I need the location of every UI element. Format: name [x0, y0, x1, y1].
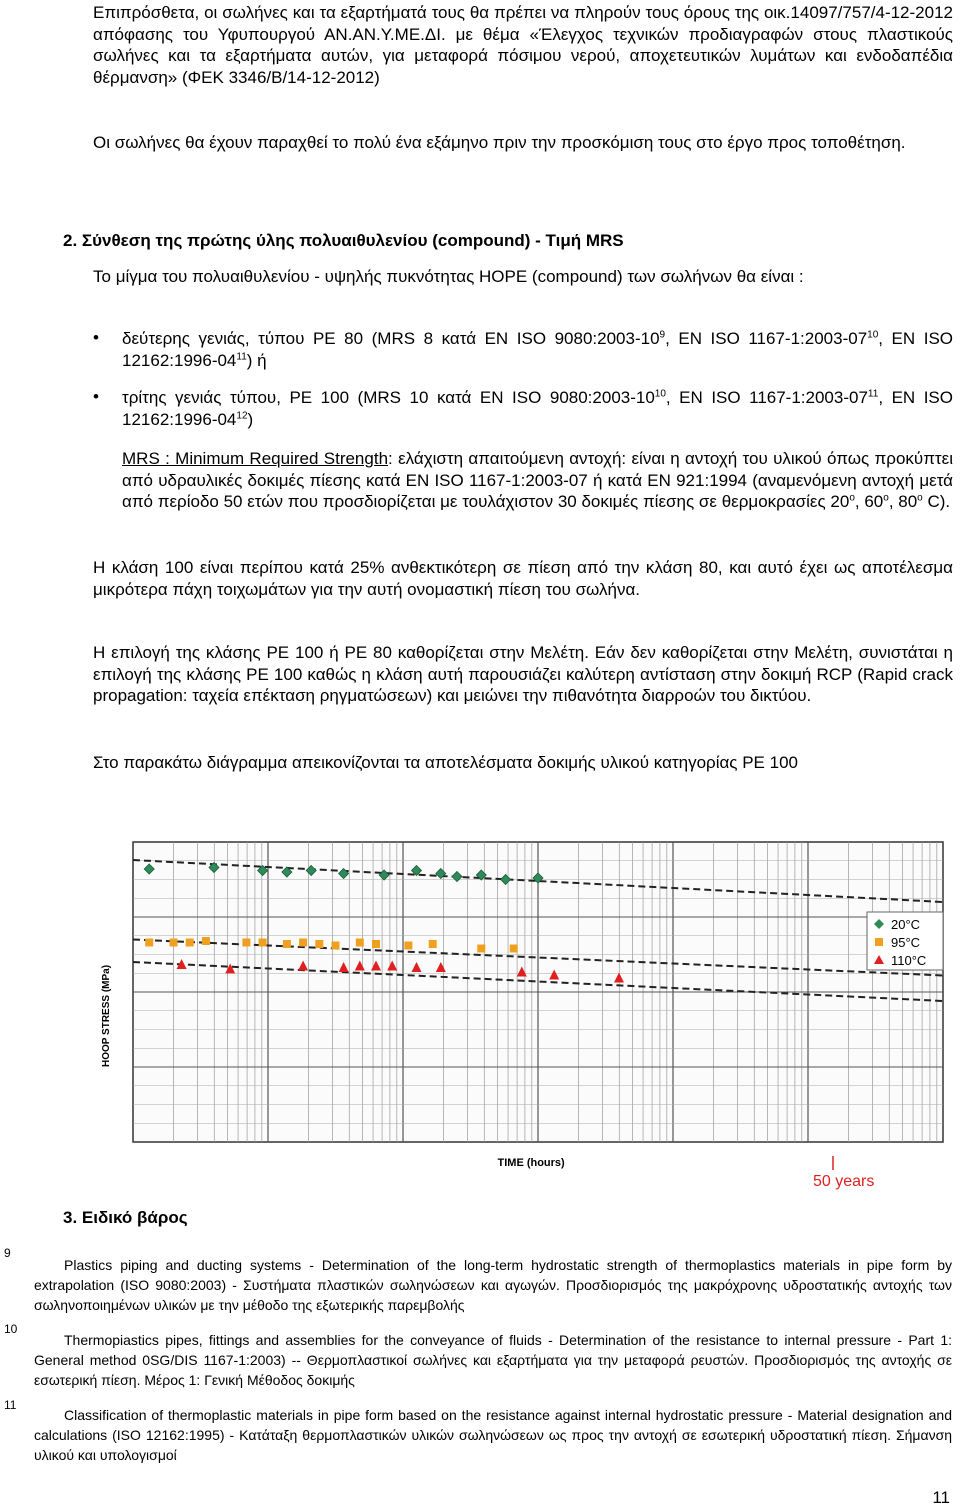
chart-svg [93, 820, 953, 1190]
bullet-pe100-text: , EN ISO 12162:1996-04 [122, 388, 953, 429]
data-point-95c [356, 939, 364, 947]
bullet-pe80-text: , EN ISO 1167-1:2003-07 [665, 329, 868, 348]
footnote-ref: 10 [867, 329, 879, 341]
section-3-title: Ειδικό βάρος [81, 1208, 188, 1227]
legend-marker-95c [875, 938, 883, 946]
compound-paragraph: Το μίγμα του πολυαιθυλενίου - υψηλής πυκνότητας HOPE (compound) των σωλήνων θα είναι : [93, 267, 804, 286]
data-point-95c [186, 939, 194, 947]
x-axis-label: TIME (hours) [497, 1157, 565, 1169]
footnote-9 [34, 1255, 952, 1315]
mrs-definition [122, 448, 953, 513]
degree-mark: ο [883, 492, 889, 504]
footnote-number: 11 [4, 1398, 17, 1412]
hoop-stress-chart [93, 820, 953, 1190]
footnote-ref: 9 [659, 329, 666, 341]
footnote-number: 9 [4, 1246, 11, 1260]
class-100-paragraph: Η κλάση 100 είναι περίπου κατά 25% ανθεκτικότερη σε πίεση από την κλάση 80, και αυτό έχει ως αποτέλεσμα μικρότερα πάχη τοιχωμάτων για την αυτή ονομαστική πίεση του σωλήνα. [93, 558, 953, 599]
intro-paragraph: Επιπρόσθετα, οι σωλήνες και τα εξαρτήματά τους θα πρέπει να πληρούν τους όρους της οικ.14097/757/4-12-2012 απόφασης του Υφυπουργού ΑΝ.ΑΝ.Υ.ΜΕ.ΔΙ. με θέμα «Έλεγχος τεχνικών προδιαγραφών στους πλαστικούς σωλήνες και τα εξαρτήματα αυτών, για μεταφορά πόσιμου νερού, αποχετευτικών λυμάτων και ενδοδαπέδια θέρμανση» (ΦΕΚ 3346/Β/14-12-2012) [93, 3, 953, 87]
fifty-years-annotation: 50 years [813, 1173, 875, 1190]
data-point-95c [315, 940, 323, 948]
bullet-pe80-text: ) ή [246, 350, 267, 370]
footnote-ref: 11 [867, 388, 879, 400]
bullet-pe80-text: δεύτερης γενιάς, τύπου PE 80 (MRS 8 κατά EN ISO 9080:2003-10 [122, 329, 660, 348]
bullet-pe100-text: , EN ISO 1167-1:2003-07 [665, 388, 868, 407]
bullet-pe100-text: τρίτης γενιάς τύπου, PE 100 (MRS 10 κατά EN ISO 9080:2003-10 [122, 388, 655, 407]
data-point-95c [332, 942, 340, 950]
section-3-number: 3. [63, 1208, 78, 1227]
data-point-95c [145, 939, 153, 947]
mrs-definition-text: , 80 [888, 492, 918, 511]
data-point-95c [259, 939, 267, 947]
bullet-pe100 [122, 387, 953, 430]
footnote-number: 10 [4, 1322, 18, 1336]
bullet-pe100-text: ) [247, 409, 254, 429]
section-2-heading [63, 231, 624, 251]
mrs-term: MRS : Minimum Required Strength [122, 449, 389, 468]
data-point-95c [372, 940, 380, 948]
diagram-intro-paragraph: Στο παρακάτω διάγραμμα απεικονίζονται τα αποτελέσματα δοκιμής υλικού κατηγορίας PE 100 [93, 753, 798, 772]
footnote-ref: 10 [654, 388, 666, 400]
degree-mark: ο [917, 492, 923, 504]
data-point-95c [429, 940, 437, 948]
data-point-95c [299, 939, 307, 947]
mrs-definition-text: , 60 [854, 492, 884, 511]
footnote-text: Classification of thermoplastic materials in pipe form based on the resistance against internal hydrostatic pressure - Material designation and calculations (ISO 12162:1995) - Κατάταξη θερμοπλαστικών υλικών σωληνώσεων ως προς την αντοχή σε εσωτερική υδροστατική πίεση. Σήμανση υλικού και υπολογισμοί [34, 1407, 952, 1463]
footnote-text: Plastics piping and ducting systems - Determination of the long-term hydrostatic strength of thermoplastics materials in pipe form by extrapolation (ISO 9080:2003) - Συστήματα πλαστικών σωληνώσεων και αγωγών. Προσδιορισμός της μακρόχρονης υδροστατικής αντοχής των σωληνοποιημένων υλικών με την μέθοδο της εξωτερικής παρεμβολής [34, 1257, 952, 1313]
footnote-ref: 11 [236, 350, 247, 362]
legend-label: 95°C [891, 935, 921, 950]
selection-paragraph: Η επιλογή της κλάσης PE 100 ή PE 80 καθορίζεται στην Μελέτη. Εάν δεν καθορίζεται στην Μελέτη, συνιστάται η επιλογή της κλάσης PE 100 καθώς η κλάση αυτή παρουσιάζει καλύτερη αντίσταση στην δοκιμή RCP (Rapid crack propagation: ταχεία επέκταση ρηγματώσεων) και μειώνει την πιθανότητα διαρροών του δικτύου. [93, 643, 953, 705]
bullet-pe80-text: , EN ISO 12162:1996-04 [122, 329, 954, 370]
section-2-number: 2. [63, 231, 78, 250]
bullet-dot: • [93, 387, 99, 406]
bullet-pe80 [122, 328, 953, 371]
data-point-95c [242, 939, 250, 947]
section-3-heading [63, 1208, 188, 1228]
data-point-95c [477, 945, 485, 953]
data-point-95c [170, 939, 178, 947]
page-number: 11 [932, 1488, 950, 1507]
bullet-dot: • [93, 328, 99, 347]
data-point-95c [404, 942, 412, 950]
data-point-95c [283, 940, 291, 948]
mrs-definition-text: : ελάχιστη απαιτούμενη αντοχή: είναι η αντοχή του υλικού όπως προκύπτει από υδραυλικές δοκιμές πίεσης κατά EN ISO 1167-1:2003-07 ή κατά EN 921:1994 (αναμενόμενη αντοχή μετά από περίοδο 50 ετών που προσδιορίζεται με τουλάχιστον 30 δοκιμές πίεσης σε θερμοκρασίες 20 [122, 449, 954, 511]
degree-mark: ο [849, 492, 855, 504]
footnote-text: Thermopiastics pipes, fittings and assemblies for the conveyance of fluids - Determination of the resistance to internal pressure - Part 1: General method 0SG/DIS 1167-1:2003) -- Θερμοπλαστικοί σωλήνες και εξαρτήματα για την μεταφορά ρευστών. Προσδιορισμός της αντοχής σε εσωτερική πίεση. Μέρος 1: Γενική Μέθοδος δοκιμής [34, 1332, 952, 1388]
footnote-10 [34, 1330, 952, 1390]
data-point-95c [510, 945, 518, 953]
mrs-definition-text: C). [922, 492, 951, 511]
data-point-95c [202, 937, 210, 945]
footnote-ref: 12 [236, 409, 248, 421]
footnote-11 [34, 1405, 952, 1465]
y-axis-label: HOOP STRESS (MPa) [101, 964, 112, 1067]
legend-label: 110°C [891, 953, 927, 968]
six-months-paragraph: Οι σωλήνες θα έχουν παραχθεί το πολύ ένα εξάμηνο πριν την προσκόμιση τους στο έργο προς τοποθέτηση. [93, 133, 906, 152]
chart-legend [867, 912, 943, 970]
section-2-title: Σύνθεση της πρώτης ύλης πολυαιθυλενίου (compound) - Τιμή MRS [81, 231, 624, 250]
legend-label: 20°C [891, 917, 921, 932]
